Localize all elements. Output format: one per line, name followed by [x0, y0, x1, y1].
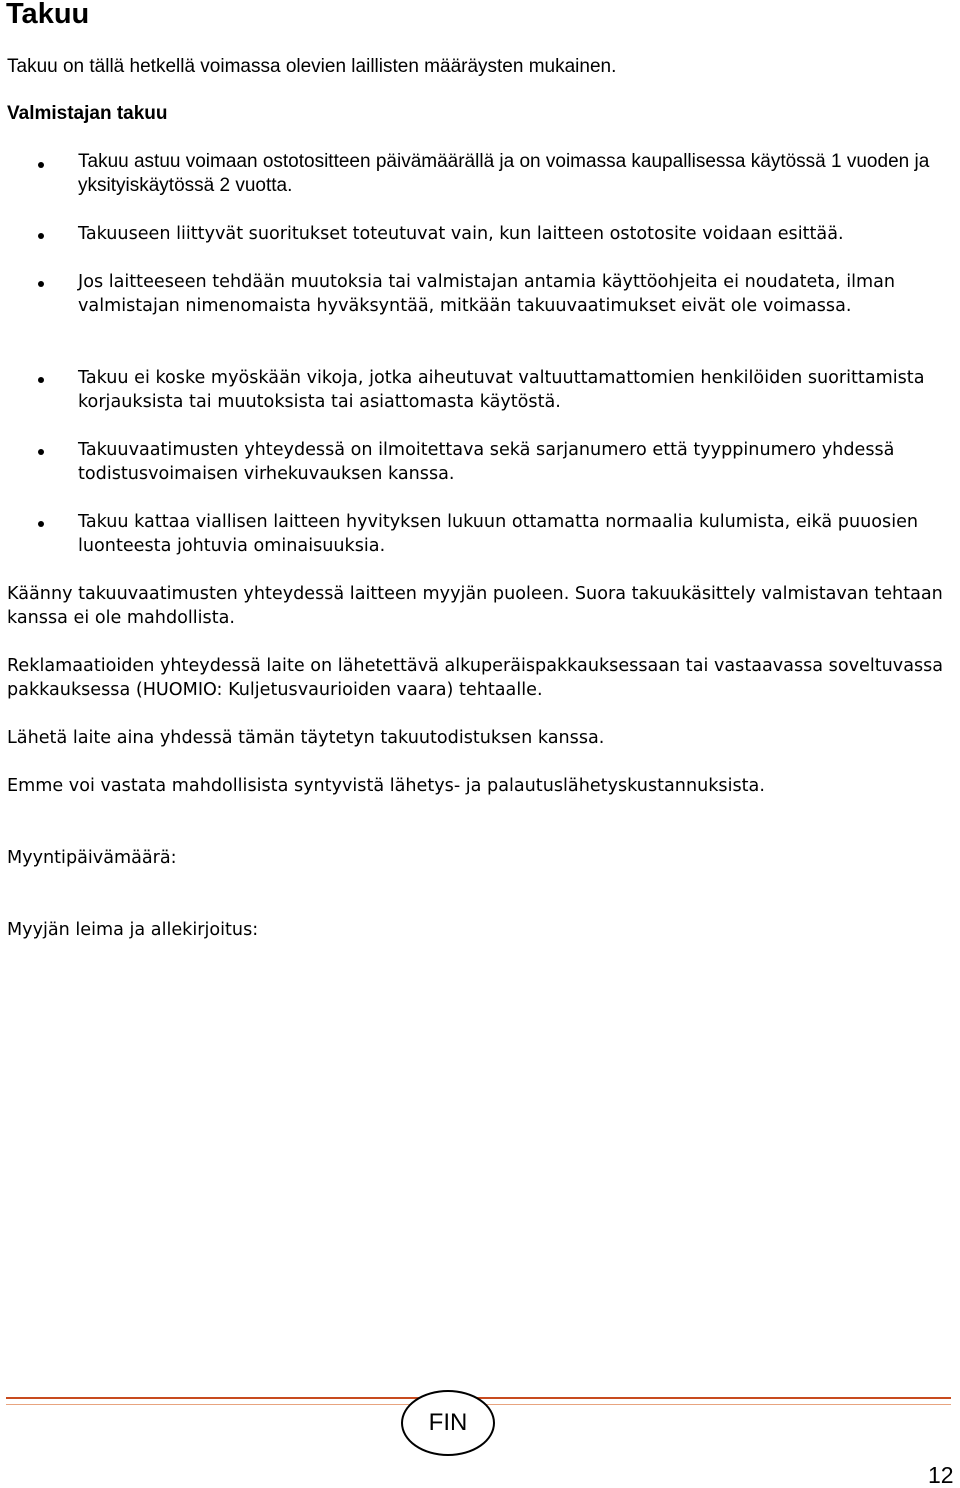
manufacturer-warranty-heading: Valmistajan takuu [7, 103, 168, 124]
page-title: Takuu [6, 0, 90, 30]
seller-contact-paragraph: Käänny takuuvaatimusten yhteydessä laitteen myyjän puoleen. Suora takuukäsittely valmistavan tehtaan kanssa ei ole mahdollista. [7, 584, 943, 628]
shipping-costs-paragraph: Emme voi vastata mahdollisista syntyvistä lähetys- ja palautuslähetyskustannuksista. [7, 776, 765, 796]
page-number: 12 [928, 1462, 954, 1488]
warranty-bullet-2: Takuuseen liittyvät suoritukset toteutuvat vain, kun laitteen ostotosite voidaan esittää. [78, 224, 844, 244]
return-packaging-paragraph: Reklamaatioiden yhteydessä laite on lähetettävä alkuperäispakkauksessaan tai vastaavassa soveltuvassa pakkauksessa (HUOMIO: Kuljetusvaurioiden vaara) tehtaalle. [7, 656, 944, 700]
bullet-dot [38, 281, 44, 287]
seller-stamp-signature-label: Myyjän leima ja allekirjoitus: [7, 920, 259, 940]
bullet-dot [38, 162, 44, 168]
warranty-bullet-5: Takuuvaatimusten yhteydessä on ilmoitettava sekä sarjanumero että tyyppinumero yhdessä todistusvoimaisen virhekuvauksen kanssa. [78, 440, 895, 484]
warranty-bullet-6: Takuu kattaa viallisen laitteen hyvityksen lukuun ottamatta normaalia kulumista, eikä puuosien luonteesta johtuvia ominaisuuksia. [78, 512, 919, 556]
bullet-dot [38, 377, 44, 383]
intro-text: Takuu on tällä hetkellä voimassa olevien laillisten määräysten mukainen. [7, 56, 617, 77]
warranty-bullet-4: Takuu ei koske myöskään vikoja, jotka aiheutuvat valtuuttamattomien henkilöiden suorittamista korjauksista tai muutoksista tai asiattomasta käytöstä. [78, 368, 925, 412]
bullet-dot [38, 233, 44, 239]
bullet-dot [38, 521, 44, 527]
warranty-bullet-3: Jos laitteeseen tehdään muutoksia tai valmistajan antamia käyttöohjeita ei noudateta, ilman valmistajan nimenomaista hyväksyntää, mitkään takuuvaatimukset eivät ole voimassa. [78, 272, 896, 316]
warranty-bullet-1: Takuu astuu voimaan ostotositteen päivämäärällä ja on voimassa kaupallisessa käytössä 1 vuoden ja yksityiskäytössä 2 vuotta. [78, 151, 930, 196]
send-with-certificate-paragraph: Lähetä laite aina yhdessä tämän täytetyn takuutodistuksen kanssa. [7, 728, 605, 748]
language-badge: FIN [401, 1390, 495, 1456]
bullet-dot [38, 449, 44, 455]
sale-date-label: Myyntipäivämäärä: [7, 848, 177, 868]
